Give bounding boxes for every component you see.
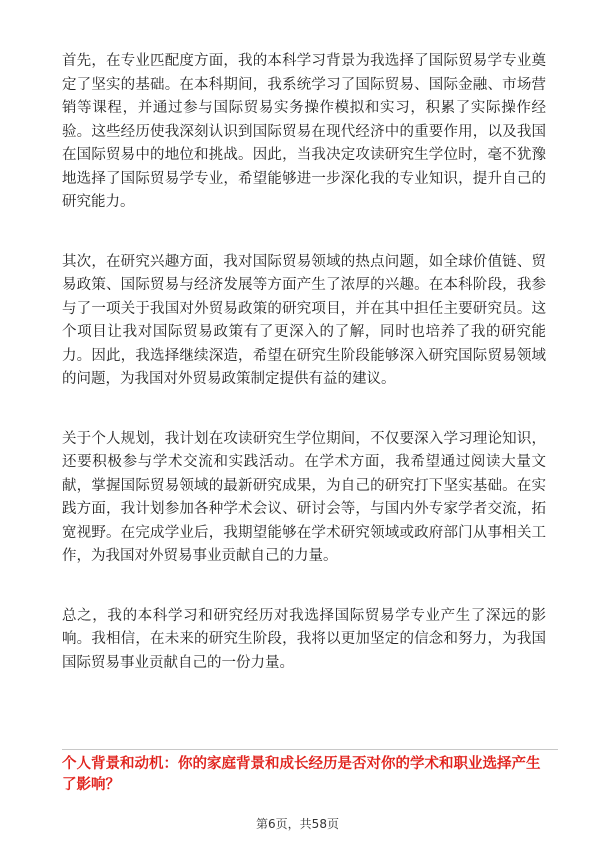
paragraph-conclusion: 总之，我的本科学习和研究经历对我选择国际贸易学专业产生了深远的影响。我相信，在未来的研究生阶段，我将以更加坚定的信念和努力，为我国国际贸易事业贡献自己的一份力量。 — [62, 607, 546, 671]
answer-body — [62, 50, 546, 675]
section-divider — [62, 749, 558, 750]
paragraph-personal-plan: 关于个人规划，我计划在攻读研究生学位期间，不仅要深入学习理论知识，还要积极参与学术交流和实践活动。在学术方面，我希望通过阅读大量文献，掌握国际贸易领域的最新研究成果，为自己的研究打下坚实基础。在实践方面，我计划参加各种学术会议、研讨会等，与国内外专家学者交流，拓宽视野。在完成学业后，我期望能够在学术研究领域或政府部门从事相关工作，为我国对外贸易事业贡献自己的力量。 — [62, 430, 546, 564]
paragraph-professional-match: 首先，在专业匹配度方面，我的本科学习背景为我选择了国际贸易学专业奠定了坚实的基础。在本科期间，我系统学习了国际贸易、国际金融、市场营销等课程，并通过参与国际贸易实务操作模拟和实习，积累了实际操作经验。这些经历使我深刻认识到国际贸易在现代经济中的重要作用，以及我国在国际贸易中的地位和挑战。因此，当我决定攻读研究生学位时，毫不犹豫地选择了国际贸易学专业，希望能够进一步深化我的专业知识，提升自己的研究能力。 — [62, 53, 546, 210]
paragraph-research-interest: 其次，在研究兴趣方面，我对国际贸易领域的热点问题，如全球价值链、贸易政策、国际贸易与经济发展等方面产生了浓厚的兴趣。在本科阶段，我参与了一项关于我国对外贸易政策的研究项目，并在其中担任主要研究员。这个项目让我对国际贸易政策有了更深入的了解，同时也培养了我的研究能力。因此，我选择继续深造，希望在研究生阶段能够深入研究国际贸易领域的问题，为我国对外贸易政策制定提供有益的建议。 — [62, 253, 546, 387]
next-question-heading: 个人背景和动机：你的家庭背景和成长经历是否对你的学术和职业选择产生了影响？ — [62, 756, 541, 793]
page-number: 第6页，共58页 — [256, 817, 339, 831]
